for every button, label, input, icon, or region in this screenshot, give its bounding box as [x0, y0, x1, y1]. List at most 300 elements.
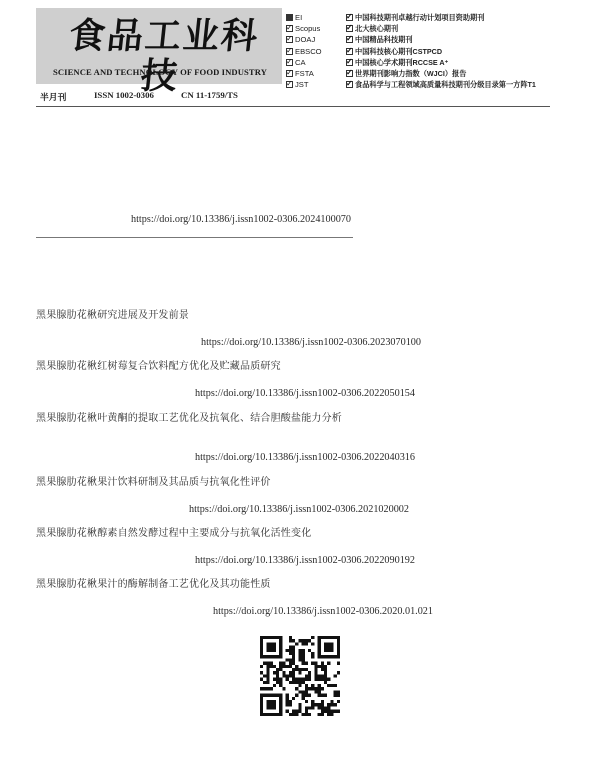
qr-module: [279, 652, 282, 655]
qr-module: [337, 694, 340, 697]
checkbox-icon: [346, 48, 353, 55]
qr-module: [270, 687, 273, 690]
qr-module: [289, 662, 292, 665]
qr-module: [289, 639, 292, 642]
qr-module: [279, 697, 282, 700]
qr-module: [321, 694, 324, 697]
qr-module: [295, 713, 298, 716]
qr-module: [295, 678, 298, 681]
qr-module: [279, 703, 282, 706]
qr-module: [327, 706, 330, 709]
qr-module: [298, 690, 301, 693]
qr-module: [334, 655, 337, 658]
qr-module: [302, 713, 305, 716]
qr-module: [295, 665, 298, 668]
checkbox-icon: [286, 81, 293, 88]
qr-module: [292, 668, 295, 671]
index-item-ca: ✓CA: [286, 57, 344, 68]
qr-module: [273, 671, 276, 674]
qr-module: [327, 703, 330, 706]
index-item-ebsco: ✓EBSCO: [286, 46, 344, 57]
qr-module: [324, 668, 327, 671]
index-item-fsta: ✓FSTA: [286, 68, 344, 79]
qr-module: [276, 671, 279, 674]
qr-module: [302, 658, 305, 661]
qr-module: [302, 649, 305, 652]
qr-module: [273, 636, 276, 639]
qr-module: [308, 694, 311, 697]
qr-module: [318, 646, 321, 649]
qr-module: [270, 662, 273, 665]
qr-module: [324, 649, 327, 652]
qr-module: [334, 710, 337, 713]
qr-module: [327, 642, 330, 645]
qr-code-icon: [260, 636, 340, 716]
qr-module: [311, 662, 314, 665]
qr-module: [298, 684, 301, 687]
honor-item: ✓中国科技期刊卓越行动计划项目资助期刊: [346, 12, 550, 23]
qr-module: [289, 649, 292, 652]
qr-module: [330, 646, 333, 649]
qr-module: [337, 662, 340, 665]
qr-module: [298, 706, 301, 709]
qr-module: [334, 636, 337, 639]
journal-info-strip: [36, 84, 282, 107]
qr-module: [337, 700, 340, 703]
qr-module: [330, 713, 333, 716]
qr-module: [298, 710, 301, 713]
divider: [36, 237, 353, 238]
qr-module: [282, 662, 285, 665]
qr-module: [330, 703, 333, 706]
honor-item: ✓中国科技核心期刊CSTPCD: [346, 46, 550, 57]
checkbox-icon: [346, 36, 353, 43]
qr-module: [292, 646, 295, 649]
journal-english-name: SCIENCE AND TECHNOLOGY OF FOOD INDUSTRY: [52, 67, 268, 77]
qr-module: [318, 713, 321, 716]
qr-module: [270, 636, 273, 639]
related-article-title: 黑果腺肋花楸叶黄酮的提取工艺优化及抗氧化、结合胆酸盐能力分析: [36, 413, 342, 424]
qr-module: [260, 642, 263, 645]
qr-module: [324, 646, 327, 649]
honor-item: ✓北大核心期刊: [346, 23, 550, 34]
qr-module: [334, 690, 337, 693]
qr-module: [305, 642, 308, 645]
qr-module: [276, 655, 279, 658]
qr-module: [305, 700, 308, 703]
qr-module: [298, 655, 301, 658]
qr-module: [321, 655, 324, 658]
qr-module: [311, 684, 314, 687]
qr-module: [292, 649, 295, 652]
qr-module: [279, 668, 282, 671]
qr-module: [314, 703, 317, 706]
qr-module: [311, 706, 314, 709]
qr-module: [263, 674, 266, 677]
qr-module: [324, 694, 327, 697]
qr-module: [330, 655, 333, 658]
qr-module: [279, 710, 282, 713]
qr-module: [292, 681, 295, 684]
related-article-doi-link[interactable]: https://doi.org/10.13386/j.issn1002-0306.2022090192: [195, 555, 415, 566]
qr-module: [273, 665, 276, 668]
qr-module: [286, 649, 289, 652]
qr-module: [273, 646, 276, 649]
qr-module: [266, 674, 269, 677]
qr-module: [289, 658, 292, 661]
qr-module: [311, 655, 314, 658]
qr-module: [286, 674, 289, 677]
qr-module: [337, 710, 340, 713]
qr-module: [266, 649, 269, 652]
qr-module: [308, 674, 311, 677]
qr-module: [266, 700, 269, 703]
qr-module: [321, 678, 324, 681]
related-article-doi-link[interactable]: https://doi.org/10.13386/j.issn1002-0306.2022040316: [195, 452, 415, 463]
qr-module: [324, 710, 327, 713]
qr-module: [270, 655, 273, 658]
qr-module: [324, 665, 327, 668]
qr-module: [260, 700, 263, 703]
qr-module: [311, 652, 314, 655]
checkbox-icon: [286, 25, 293, 32]
qr-module: [286, 665, 289, 668]
qr-module: [263, 636, 266, 639]
qr-module: [260, 710, 263, 713]
qr-module: [334, 694, 337, 697]
qr-module: [276, 713, 279, 716]
qr-module: [318, 703, 321, 706]
qr-module: [298, 658, 301, 661]
cn-number: CN 11-1759/TS: [181, 90, 238, 100]
qr-module: [266, 665, 269, 668]
qr-module: [330, 649, 333, 652]
qr-module: [263, 681, 266, 684]
related-article-title: 黑果腺肋花楸研究进展及开发前景: [36, 310, 189, 321]
issn-number: ISSN 1002-0306: [94, 90, 154, 100]
checkbox-icon: [286, 36, 293, 43]
qr-module: [318, 687, 321, 690]
qr-module: [292, 671, 295, 674]
qr-module: [263, 655, 266, 658]
qr-module: [260, 665, 263, 668]
qr-module: [305, 690, 308, 693]
qr-module: [330, 700, 333, 703]
qr-module: [260, 652, 263, 655]
index-database-list: [286, 12, 344, 90]
qr-module: [318, 652, 321, 655]
qr-module: [260, 687, 263, 690]
qr-module: [334, 684, 337, 687]
qr-module: [266, 687, 269, 690]
qr-module: [305, 668, 308, 671]
qr-module: [302, 668, 305, 671]
qr-module: [318, 694, 321, 697]
qr-module: [334, 703, 337, 706]
qr-module: [286, 658, 289, 661]
qr-module: [324, 681, 327, 684]
qr-module: [305, 687, 308, 690]
qr-module: [279, 636, 282, 639]
qr-module: [292, 678, 295, 681]
qr-module: [260, 697, 263, 700]
qr-module: [308, 671, 311, 674]
qr-module: [279, 700, 282, 703]
qr-module: [263, 662, 266, 665]
journal-logo-title: 食品工业科技: [66, 15, 262, 97]
qr-module: [279, 665, 282, 668]
qr-module: [327, 655, 330, 658]
qr-module: [321, 703, 324, 706]
qr-module: [260, 713, 263, 716]
qr-module: [292, 713, 295, 716]
qr-module: [273, 706, 276, 709]
qr-module: [314, 662, 317, 665]
qr-module: [308, 706, 311, 709]
qr-module: [292, 674, 295, 677]
qr-module: [337, 639, 340, 642]
qr-module: [292, 655, 295, 658]
qr-module: [298, 681, 301, 684]
qr-module: [337, 642, 340, 645]
qr-module: [302, 690, 305, 693]
qr-module: [260, 703, 263, 706]
honor-item: ✓食品科学与工程领域高质量科技期刊分级目录第一方阵T1: [346, 79, 550, 90]
qr-module: [327, 710, 330, 713]
checkbox-icon: [346, 14, 353, 21]
checkbox-icon: [346, 59, 353, 66]
qr-module: [260, 639, 263, 642]
qr-module: [279, 646, 282, 649]
qr-module: [321, 713, 324, 716]
qr-module: [321, 662, 324, 665]
qr-module: [273, 713, 276, 716]
qr-module: [314, 668, 317, 671]
qr-module: [266, 703, 269, 706]
related-article-doi-link[interactable]: https://doi.org/10.13386/j.issn1002-0306.2020.01.021: [213, 606, 433, 617]
publication-frequency: 半月刊: [40, 92, 67, 102]
qr-module: [330, 642, 333, 645]
qr-module: [295, 687, 298, 690]
qr-module: [263, 713, 266, 716]
qr-module: [318, 678, 321, 681]
qr-module: [318, 690, 321, 693]
related-article-doi-link[interactable]: https://doi.org/10.13386/j.issn1002-0306.2022050154: [195, 388, 415, 399]
qr-module: [266, 646, 269, 649]
qr-module: [311, 642, 314, 645]
qr-module: [308, 639, 311, 642]
qr-module: [305, 674, 308, 677]
qr-module: [270, 703, 273, 706]
qr-module: [266, 636, 269, 639]
qr-module: [286, 678, 289, 681]
qr-module: [318, 674, 321, 677]
qr-module: [273, 655, 276, 658]
qr-module: [289, 674, 292, 677]
qr-module: [270, 642, 273, 645]
qr-module: [260, 671, 263, 674]
qr-module: [334, 674, 337, 677]
qr-module: [327, 649, 330, 652]
checkbox-icon: [346, 70, 353, 77]
qr-module: [266, 671, 269, 674]
qr-module: [308, 687, 311, 690]
qr-module: [282, 665, 285, 668]
qr-module: [302, 694, 305, 697]
qr-module: [270, 694, 273, 697]
qr-module: [314, 690, 317, 693]
qr-module: [337, 646, 340, 649]
qr-module: [289, 665, 292, 668]
qr-module: [318, 665, 321, 668]
qr-module: [260, 636, 263, 639]
qr-module: [273, 684, 276, 687]
qr-module: [305, 639, 308, 642]
qr-module: [305, 706, 308, 709]
qr-module: [337, 636, 340, 639]
qr-module: [286, 697, 289, 700]
qr-module: [337, 655, 340, 658]
qr-module: [308, 713, 311, 716]
qr-module: [266, 662, 269, 665]
qr-module: [260, 649, 263, 652]
qr-module: [324, 655, 327, 658]
qr-module: [295, 710, 298, 713]
qr-module: [270, 700, 273, 703]
qr-module: [273, 694, 276, 697]
qr-module: [270, 706, 273, 709]
qr-module: [302, 697, 305, 700]
qr-module: [289, 713, 292, 716]
qr-module: [276, 694, 279, 697]
checkbox-icon: [346, 81, 353, 88]
qr-module: [298, 649, 301, 652]
qr-module: [318, 706, 321, 709]
qr-module: [286, 710, 289, 713]
qr-module: [337, 652, 340, 655]
qr-module: [279, 681, 282, 684]
qr-module: [314, 671, 317, 674]
qr-module: [273, 649, 276, 652]
qr-module: [266, 655, 269, 658]
qr-module: [318, 649, 321, 652]
qr-module: [289, 646, 292, 649]
qr-module: [276, 681, 279, 684]
qr-module: [337, 690, 340, 693]
qr-module: [279, 684, 282, 687]
qr-module: [279, 639, 282, 642]
qr-module: [295, 668, 298, 671]
qr-module: [266, 706, 269, 709]
qr-module: [302, 642, 305, 645]
qr-module: [308, 678, 311, 681]
indexing-panel: [282, 8, 550, 107]
index-item-ei: EI: [286, 12, 344, 23]
qr-module: [324, 671, 327, 674]
qr-module: [282, 671, 285, 674]
qr-module: [327, 662, 330, 665]
qr-module: [321, 710, 324, 713]
qr-module: [330, 710, 333, 713]
qr-module: [311, 700, 314, 703]
qr-module: [292, 662, 295, 665]
qr-module: [305, 684, 308, 687]
qr-module: [321, 706, 324, 709]
qr-module: [311, 687, 314, 690]
qr-module: [337, 671, 340, 674]
qr-module: [311, 703, 314, 706]
qr-module: [286, 703, 289, 706]
qr-module: [276, 678, 279, 681]
qr-module: [292, 697, 295, 700]
qr-module: [260, 655, 263, 658]
qr-module: [302, 678, 305, 681]
qr-module: [273, 703, 276, 706]
related-article-doi-link[interactable]: https://doi.org/10.13386/j.issn1002-0306.2023070100: [201, 337, 421, 348]
qr-module: [270, 646, 273, 649]
qr-module: [292, 652, 295, 655]
qr-module: [321, 668, 324, 671]
qr-module: [324, 674, 327, 677]
qr-module: [327, 713, 330, 716]
qr-module: [327, 684, 330, 687]
qr-module: [276, 668, 279, 671]
qr-module: [279, 642, 282, 645]
qr-module: [286, 694, 289, 697]
honor-list: [346, 12, 550, 90]
checkbox-icon: [286, 59, 293, 66]
related-article-doi-link[interactable]: https://doi.org/10.13386/j.issn1002-0306.2021020002: [189, 504, 409, 515]
index-item-scopus: ✓Scopus: [286, 23, 344, 34]
qr-module: [273, 678, 276, 681]
qr-module: [292, 639, 295, 642]
qr-module: [279, 678, 282, 681]
qr-module: [318, 684, 321, 687]
qr-module: [298, 639, 301, 642]
qr-module: [305, 710, 308, 713]
qr-module: [321, 674, 324, 677]
qr-module: [324, 642, 327, 645]
qr-module: [318, 655, 321, 658]
honor-item: ✓世界期刊影响力指数（WJCI）报告: [346, 68, 550, 79]
qr-module: [305, 662, 308, 665]
qr-module: [295, 642, 298, 645]
qr-module: [314, 678, 317, 681]
qr-module: [337, 649, 340, 652]
qr-module: [302, 652, 305, 655]
qr-module: [324, 636, 327, 639]
related-article-title: 黑果腺肋花楸醇素自然发酵过程中主要成分与抗氧化活性变化: [36, 528, 312, 539]
qr-module: [279, 694, 282, 697]
qr-module: [289, 652, 292, 655]
qr-module: [289, 636, 292, 639]
qr-module: [311, 636, 314, 639]
qr-module: [266, 713, 269, 716]
qr-module: [270, 713, 273, 716]
article-doi-link[interactable]: https://doi.org/10.13386/j.issn1002-0306.2024100070: [131, 214, 351, 225]
qr-module: [314, 687, 317, 690]
qr-module: [279, 649, 282, 652]
qr-module: [260, 694, 263, 697]
qr-module: [260, 646, 263, 649]
qr-module: [276, 674, 279, 677]
qr-module: [305, 694, 308, 697]
qr-module: [321, 665, 324, 668]
qr-module: [289, 671, 292, 674]
qr-module: [321, 687, 324, 690]
qr-module: [298, 668, 301, 671]
qr-module: [327, 636, 330, 639]
